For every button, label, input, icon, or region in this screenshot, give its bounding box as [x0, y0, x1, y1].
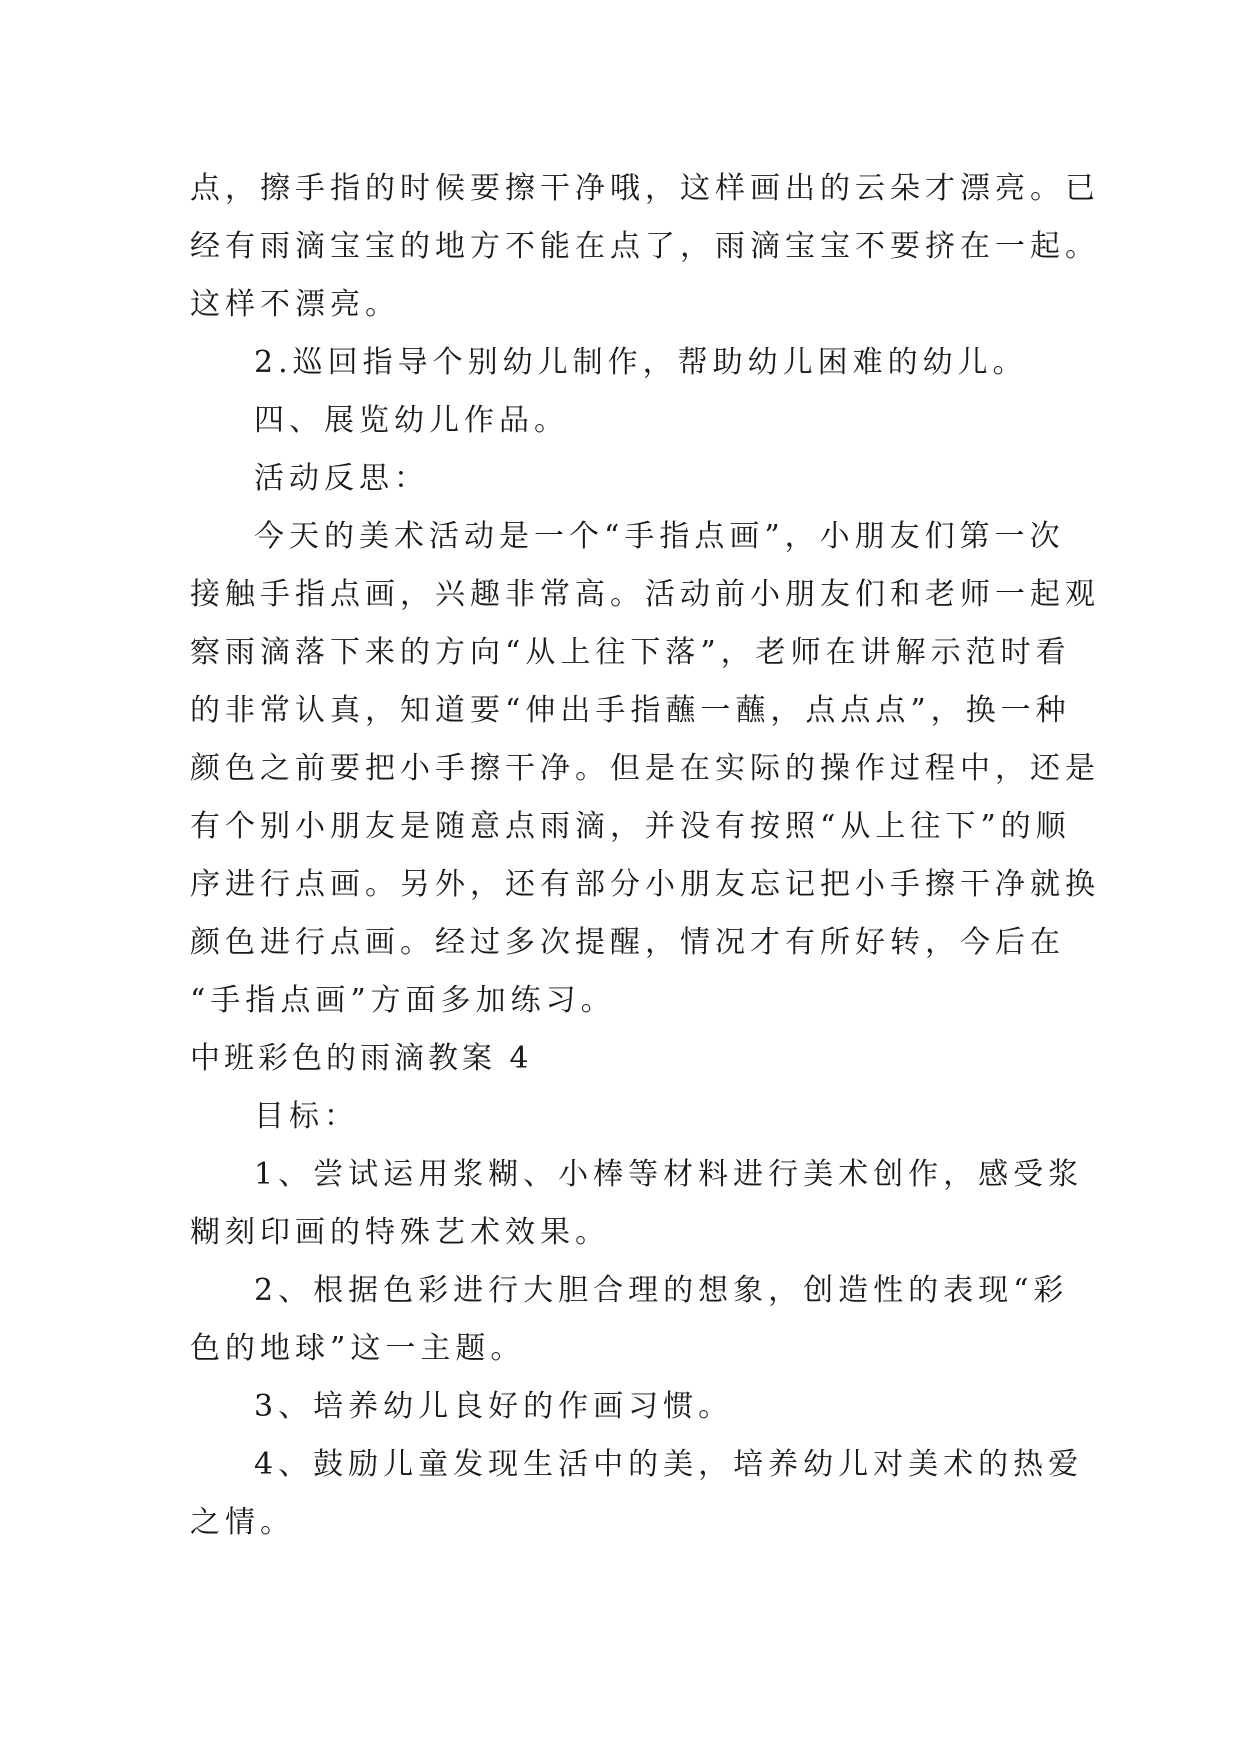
paragraph-line: 3、培养幼儿良好的作画习惯。 — [254, 1389, 734, 1424]
paragraph-line: 接触手指点画，兴趣非常高。活动前小朋友们和老师一起观 — [190, 577, 1100, 612]
paragraph-line: 序进行点画。另外，还有部分小朋友忘记把小手擦干净就换 — [190, 867, 1100, 902]
paragraph-line: 2.巡回指导个别幼儿制作，帮助幼儿困难的幼儿。 — [254, 345, 1028, 380]
paragraph-line: “手指点画”方面多加练习。 — [190, 983, 616, 1018]
paragraph-line: 颜色进行点画。经过多次提醒，情况才有所好转，今后在 — [190, 925, 1065, 960]
paragraph-line: 的非常认真，知道要“伸出手指蘸一蘸，点点点”，换一种 — [190, 693, 1071, 728]
paragraph-line: 1、尝试运用浆糊、小棒等材料进行美术创作，感受浆 — [254, 1157, 1084, 1192]
paragraph-line: 点，擦手指的时候要擦干净哦，这样画出的云朵才漂亮。已 — [190, 171, 1100, 206]
paragraph-line: 之情。 — [190, 1505, 295, 1540]
section-heading: 目标： — [254, 1099, 359, 1134]
paragraph-line: 色的地球”这一主题。 — [190, 1331, 526, 1366]
paragraph-line: 这样不漂亮。 — [190, 287, 400, 322]
document-title: 中班彩色的雨滴教案 4 — [190, 1041, 533, 1076]
paragraph-line: 4、鼓励儿童发现生活中的美，培养幼儿对美术的热爱 — [254, 1447, 1084, 1482]
paragraph-line: 察雨滴落下来的方向“从上往下落”，老师在讲解示范时看 — [190, 635, 1071, 670]
paragraph-line: 有个别小朋友是随意点雨滴，并没有按照“从上往下”的顺 — [190, 809, 1071, 844]
paragraph-line: 2、根据色彩进行大胆合理的想象，创造性的表现“彩 — [254, 1273, 1069, 1308]
paragraph-line: 糊刻印画的特殊艺术效果。 — [190, 1215, 610, 1250]
document-body — [190, 160, 1100, 1552]
paragraph-line: 今天的美术活动是一个“手指点画”，小朋友们第一次 — [254, 519, 1065, 554]
paragraph-line: 颜色之前要把小手擦干净。但是在实际的操作过程中，还是 — [190, 751, 1100, 786]
section-heading: 活动反思： — [254, 461, 429, 496]
paragraph-line: 经有雨滴宝宝的地方不能在点了，雨滴宝宝不要挤在一起。 — [190, 229, 1100, 264]
section-heading: 四、展览幼儿作品。 — [254, 403, 569, 438]
